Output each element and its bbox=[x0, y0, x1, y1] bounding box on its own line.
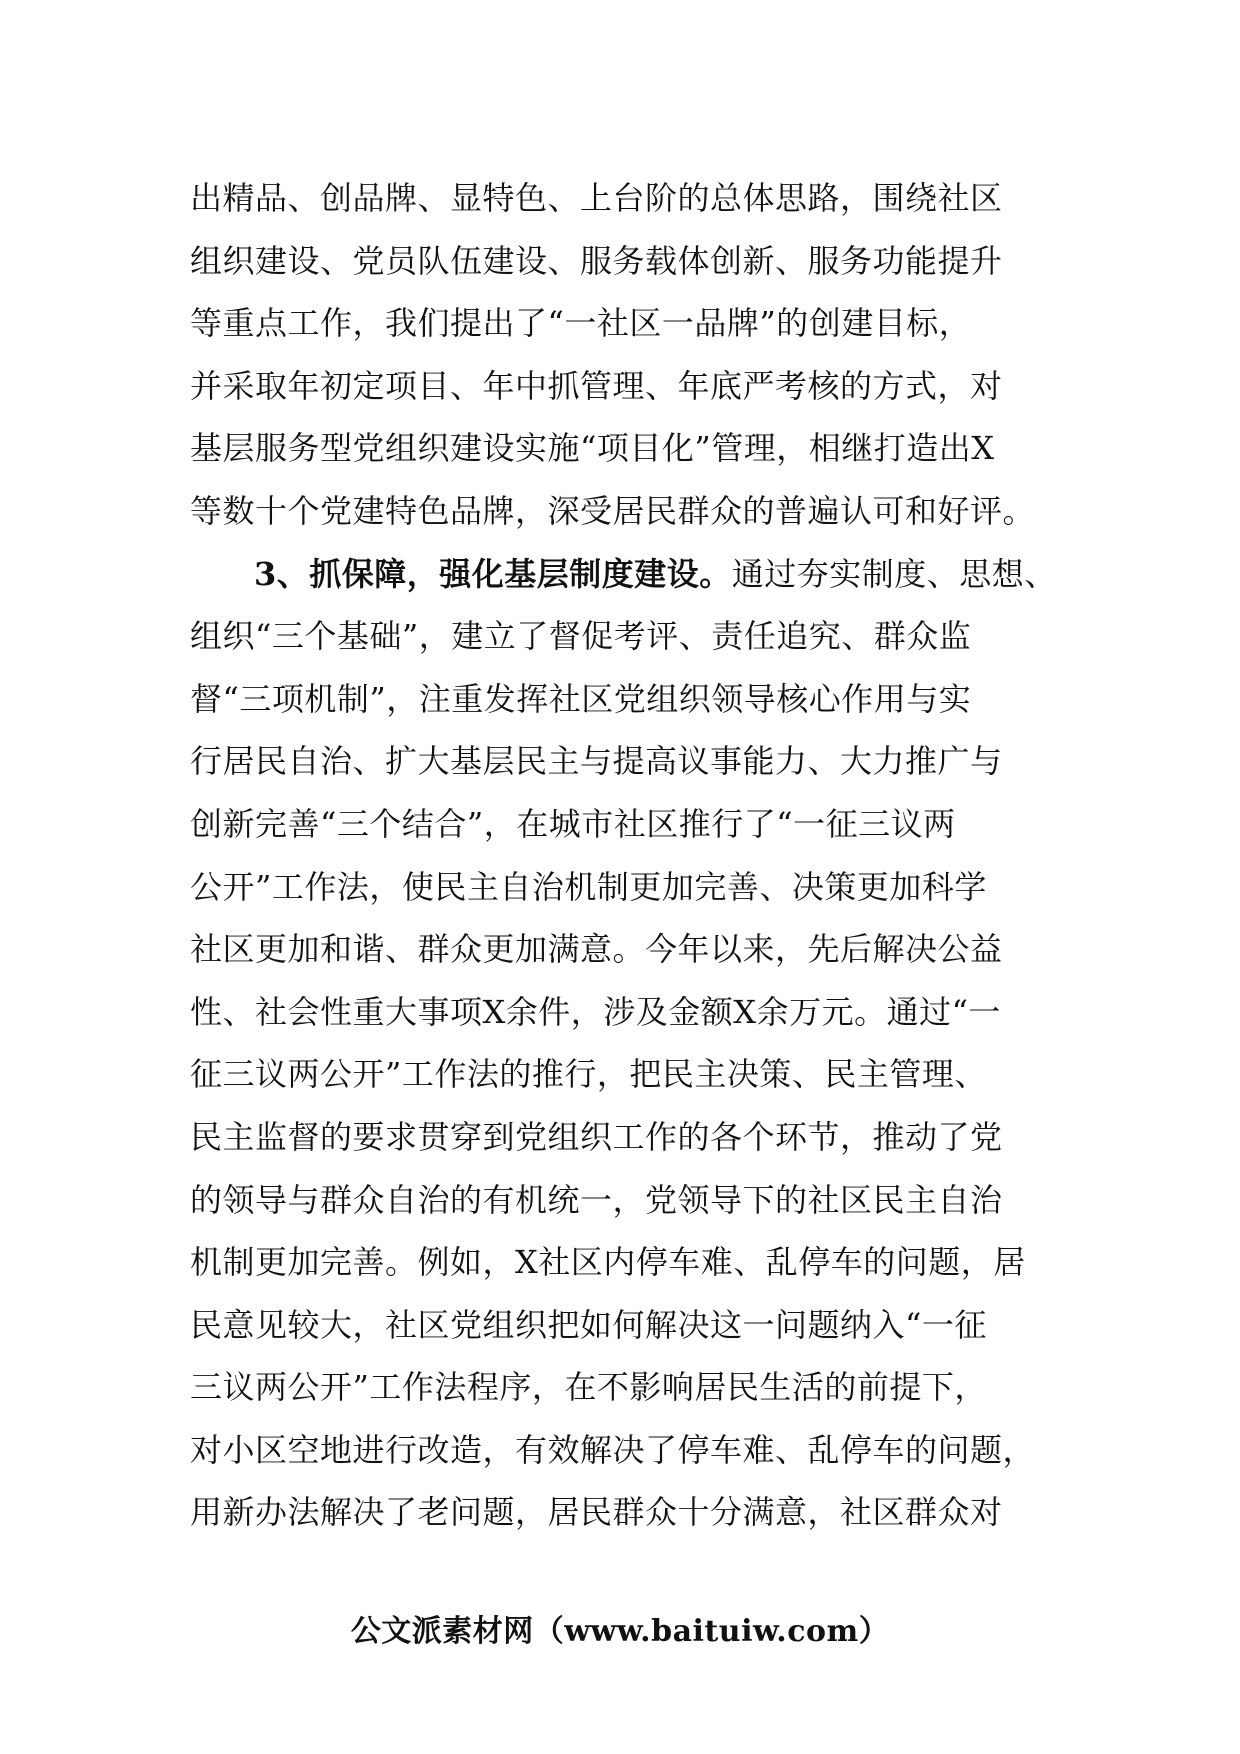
text-line: 征三议两公开”工作法的推行，把民主决策、民主管理、 bbox=[190, 1055, 987, 1094]
section-3-heading: 3、抓保障，强化基层制度建设。 bbox=[254, 554, 732, 593]
text-line: 社区更加和谐、群众更加满意。今年以来，先后解决公益 bbox=[190, 930, 1003, 969]
text-line: 组织“三个基础”，建立了督促考评、责任追究、群众监 bbox=[190, 617, 972, 656]
text-line: 基层服务型党组织建设实施“项目化”管理，相继打造出X bbox=[190, 429, 995, 468]
text-line: 性、社会性重大事项X余件，涉及金额X余万元。通过“一 bbox=[190, 992, 1001, 1031]
text-line: 督“三项机制”，注重发挥社区党组织领导核心作用与实 bbox=[190, 679, 972, 718]
text-line: 民主监督的要求贯穿到党组织工作的各个环节，推动了党 bbox=[190, 1117, 1003, 1156]
text-line: 行居民自治、扩大基层民主与提高议事能力、大力推广与 bbox=[190, 742, 1003, 781]
text-line: 机制更加完善。例如，X社区内停车难、乱停车的问题，居 bbox=[190, 1243, 1026, 1282]
text-line: 三议两公开”工作法程序，在不影响居民生活的前提下， bbox=[190, 1368, 987, 1407]
body-text bbox=[190, 167, 1090, 1544]
text-line: 的领导与群众自治的有机统一，党领导下的社区民主自治 bbox=[190, 1180, 1003, 1219]
footer-watermark: 公文派素材网（www.baituiw.com） bbox=[350, 1614, 890, 1649]
text-line: 等重点工作，我们提出了“一社区一品牌”的创建目标， bbox=[190, 304, 972, 343]
text-line: 组织建设、党员队伍建设、服务载体创新、服务功能提升 bbox=[190, 241, 1003, 280]
text-line: 并采取年初定项目、年中抓管理、年底严考核的方式，对 bbox=[190, 366, 1003, 405]
section-3-first-line bbox=[190, 543, 1090, 606]
text-line: 公开”工作法，使民主自治机制更加完善、决策更加科学 bbox=[190, 867, 987, 906]
text-line: 民意见较大，社区党组织把如何解决这一问题纳入“一征 bbox=[190, 1305, 987, 1344]
section-3-first-line-text: 通过夯实制度、思想、 bbox=[731, 554, 1057, 593]
text-line: 等数十个党建特色品牌，深受居民群众的普遍认可和好评。 bbox=[190, 491, 1036, 530]
text-line: 创新完善“三个结合”，在城市社区推行了“一征三议两 bbox=[190, 804, 956, 843]
text-line: 用新办法解决了老问题，居民群众十分满意，社区群众对 bbox=[190, 1493, 1003, 1532]
text-line: 对小区空地进行改造，有效解决了停车难、乱停车的问题， bbox=[190, 1430, 1036, 1469]
text-line: 出精品、创品牌、显特色、上台阶的总体思路，围绕社区 bbox=[190, 179, 1003, 217]
